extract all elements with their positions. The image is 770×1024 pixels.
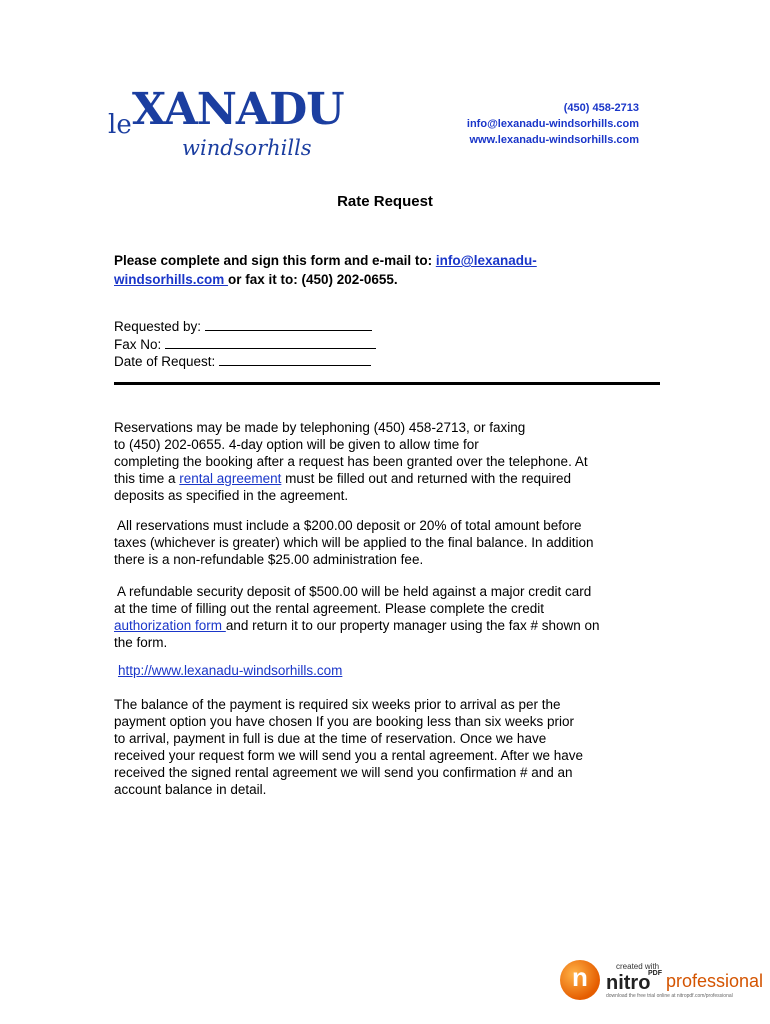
nitro-download-text: download the free trial online at nitropdf.com/professional [606,993,733,999]
field-fax-no [114,336,376,354]
instructions-prefix: Please complete and sign this form and e-mail to: [114,253,436,268]
nitro-pdf-badge [560,958,766,1004]
contact-email[interactable]: info@lexanadu-windsorhills.com [466,118,639,130]
text-line: payment option you have chosen If you are booking less than six weeks prior [114,714,575,729]
text-line: All reservations must include a $200.00 deposit or 20% of total amount before [114,518,582,533]
field-date-of-request [114,353,376,371]
text-line: Reservations may be made by telephoning (450) 458-2713, or faxing [114,420,526,435]
field-label: Date of Request: [114,354,220,369]
nitro-wordmark: nitro [606,972,651,994]
nitro-logo-letter: n [572,962,588,992]
text-line: authorization form and return it to our property manager using the fax # shown on [114,618,600,633]
request-fields [114,318,376,371]
balance-paragraph [114,696,662,798]
contact-phone: (450) 458-2713 [563,102,639,114]
company-logo [108,80,344,162]
nitro-professional-label: professional [666,971,764,991]
instructions-suffix: or fax it to: (450) 202-0655. [228,272,398,287]
section-divider [114,382,660,385]
contact-website[interactable]: www.lexanadu-windsorhills.com [469,134,639,146]
website-link[interactable]: http://www.lexanadu-windsorhills.com [118,663,343,678]
date-of-request-input[interactable] [219,353,371,366]
text-line: the form. [114,635,168,650]
text-line: there is a non-refundable $25.00 administration fee. [114,552,424,567]
security-deposit-paragraph [114,583,662,651]
text-line: taxes (whichever is greater) which will be applied to the final balance. In addition [114,535,594,550]
field-label: Requested by: [114,319,205,334]
text-line: A refundable security deposit of $500.00 will be held against a major credit card [114,584,592,599]
logo-prefix: le [108,110,132,140]
logo-subtitle: windsorhills [182,136,312,160]
text-line: to (450) 202-0655. 4-day option will be given to allow time for [114,437,479,452]
nitro-pdf-label: PDF [648,970,662,977]
text-line: received the signed rental agreement we will send you confirmation # and an [114,765,573,780]
requested-by-input[interactable] [205,318,372,331]
text-line: deposits as specified in the agreement. [114,488,349,503]
text-line: received your request form we will send you a rental agreement. After we have [114,748,583,763]
text-line: completing the booking after a request has been granted over the telephone. At [114,454,588,469]
text-line: account balance in detail. [114,782,267,797]
text-line: The balance of the payment is required six weeks prior to arrival as per the [114,697,561,712]
text-line: to arrival, payment in full is due at the time of reservation. Once we have [114,731,547,746]
text-line: this time a rental agreement must be filled out and returned with the required [114,471,572,486]
field-requested-by [114,318,376,336]
text-line: at the time of filling out the rental agreement. Please complete the credit [114,601,544,616]
instructions [114,251,614,289]
field-label: Fax No: [114,336,166,352]
authorization-form-link[interactable]: authorization form [114,618,226,633]
nitro-created-text: created with [616,962,660,971]
page-title: Rate Request [337,193,433,210]
rental-agreement-link[interactable]: rental agreement [179,471,282,486]
contact-block [467,100,639,148]
fax-no-input[interactable] [165,336,376,349]
deposit-paragraph [114,517,662,568]
website-link-paragraph [114,662,662,679]
reservation-paragraph [114,419,662,504]
logo-wordmark: XANADU [132,84,344,135]
email-link[interactable]: info@lexanadu- windsorhills.com [114,253,537,287]
